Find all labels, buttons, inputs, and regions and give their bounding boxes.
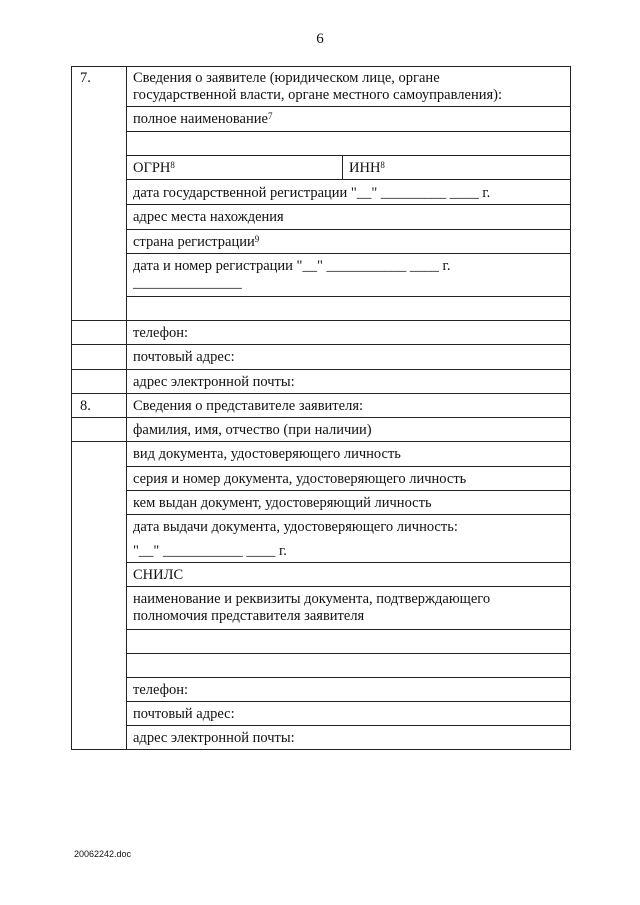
footnote-ref: 7 (267, 111, 273, 121)
registration-date-number-label: дата и номер регистрации "__" ___________ ____ г. (133, 258, 451, 274)
row-divider (126, 466, 571, 467)
section-7-title: Сведения о заявителе (юридическом лице, органе (133, 70, 440, 86)
phone-label: телефон: (133, 682, 189, 698)
full-name-label: полное наименование$^7$ (133, 111, 273, 127)
row-divider (126, 562, 571, 563)
row-divider (126, 629, 571, 630)
row-divider (126, 155, 571, 156)
registration-country-label: страна регистрации$^9$ (133, 234, 260, 250)
id-document-type-label: вид документа, удостоверяющего личность (133, 446, 401, 462)
row-divider (71, 393, 571, 394)
row-divider (126, 701, 571, 702)
id-document-date-label: дата выдачи документа, удостоверяющего личность: (133, 519, 458, 535)
row-divider (126, 204, 571, 205)
phone-label: телефон: (133, 325, 189, 341)
id-document-series-label: серия и номер документа, удостоверяющего личность (133, 471, 467, 487)
row-divider (126, 725, 571, 726)
row-divider (126, 586, 571, 587)
footnote-ref: 9 (254, 234, 260, 244)
row-divider (126, 131, 571, 132)
footer-filename: 20062242.doc (74, 849, 132, 859)
section-7-title: государственной власти, органе местного самоуправления): (133, 87, 502, 103)
authority-document-label: полномочия представителя заявителя (133, 608, 365, 624)
row-divider (126, 253, 571, 254)
row-divider (71, 344, 571, 345)
table-border-right (570, 66, 571, 750)
row-divider (71, 417, 571, 418)
column-divider (126, 66, 127, 750)
ogrn-label: ОГРН$^8$ (133, 160, 175, 176)
id-document-date-blank: "__" ___________ ____ г. (133, 543, 287, 559)
postal-address-label: почтовый адрес: (133, 706, 235, 722)
section-8-title: Сведения о представителе заявителя: (133, 398, 364, 414)
table-border-bottom (71, 749, 571, 750)
full-name-label: фамилия, имя, отчество (при наличии) (133, 422, 372, 438)
row-divider (71, 441, 571, 442)
inn-label: ИНН$^8$ (349, 160, 385, 176)
row-divider (71, 320, 571, 321)
row-divider (126, 677, 571, 678)
footnote-ref: 8 (170, 160, 175, 170)
section-8-number: 8. (80, 398, 91, 414)
id-document-issuer-label: кем выдан документ, удостоверяющий личность (133, 495, 432, 511)
table-border-top (71, 66, 571, 67)
email-label: адрес электронной почты: (133, 374, 295, 390)
row-divider (126, 229, 571, 230)
email-label: адрес электронной почты: (133, 730, 295, 746)
section-7-number: 7. (80, 70, 91, 86)
row-divider (126, 296, 571, 297)
ogrn-inn-divider (342, 155, 343, 179)
row-divider (71, 369, 571, 370)
table-border-left (71, 66, 72, 750)
snils-label: СНИЛС (133, 567, 184, 583)
location-address-label: адрес места нахождения (133, 209, 284, 225)
row-divider (126, 514, 571, 515)
postal-address-label: почтовый адрес: (133, 349, 235, 365)
footnote-ref: 8 (380, 160, 385, 170)
applicant-form-table (71, 66, 571, 750)
row-divider (126, 490, 571, 491)
row-divider (126, 179, 571, 180)
row-divider (126, 653, 571, 654)
page-number: 6 (316, 31, 324, 47)
registration-date-label: дата государственной регистрации "__" _________ ____ г. (133, 185, 491, 201)
authority-document-label: наименование и реквизиты документа, подтверждающего (133, 591, 491, 607)
row-divider (126, 106, 571, 107)
registration-blank-line: _______________ (133, 275, 242, 291)
